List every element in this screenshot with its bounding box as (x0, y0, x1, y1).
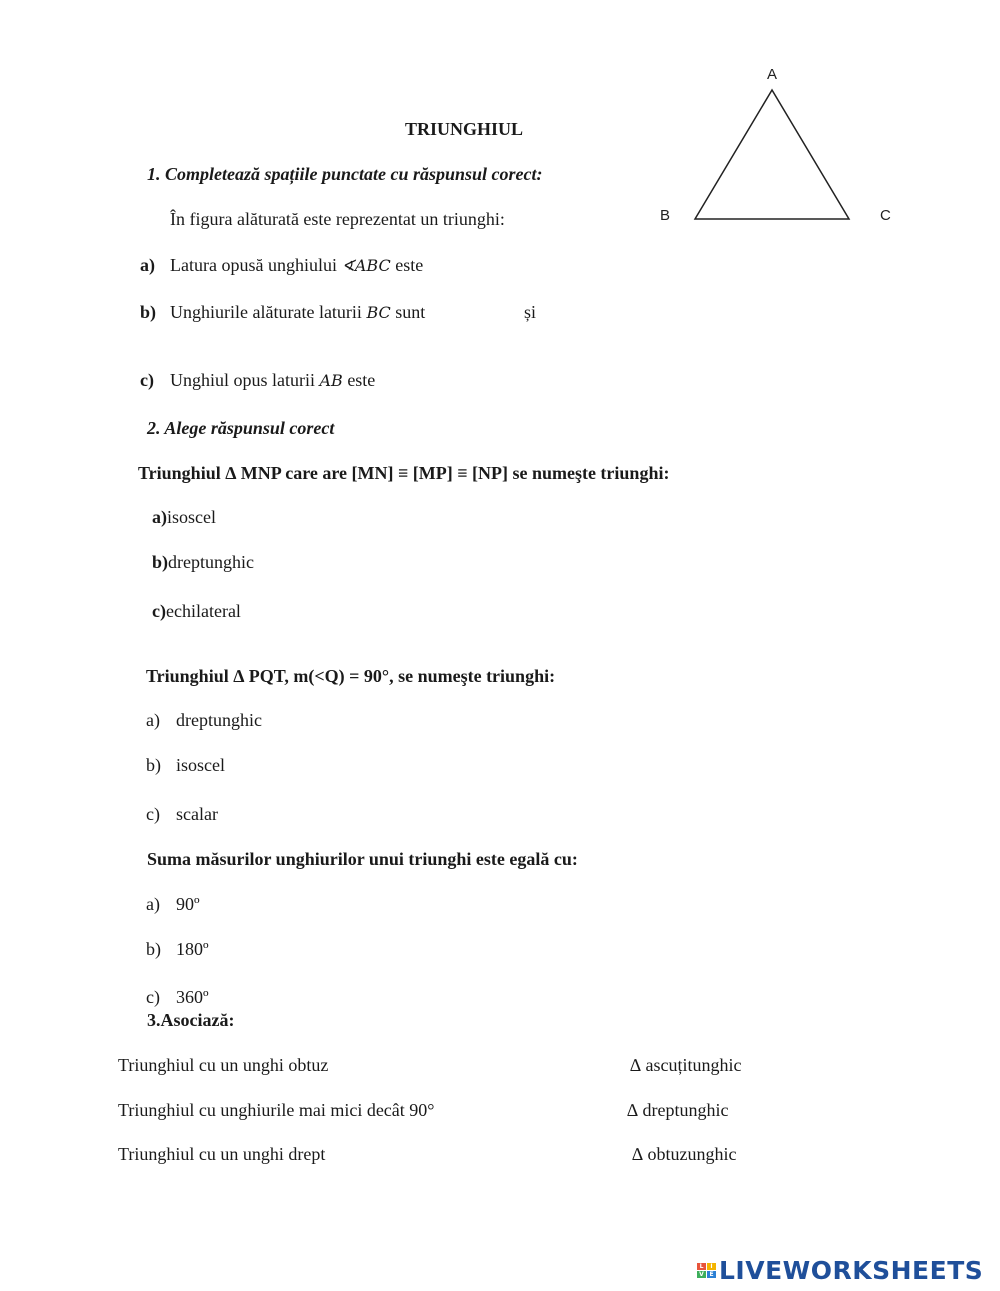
option-letter: c) (146, 987, 160, 1007)
item-text: Unghiul opus laturii (170, 370, 320, 390)
item-text: Unghiurile alăturate laturii (170, 302, 367, 322)
page-title: TRIUNGHIUL (405, 119, 524, 139)
option-letter: a) (146, 710, 160, 730)
math-angle-abc: ∢ABC (341, 256, 391, 275)
logo-text: LIVEWORKSHEETS (719, 1256, 984, 1285)
option-text: isoscel (176, 755, 225, 775)
option-letter: b) (152, 552, 169, 572)
option-text: 360º (176, 987, 209, 1007)
ex3-right-item-2[interactable]: ∆ dreptunghic (627, 1100, 729, 1120)
ex3-right-item-3[interactable]: ∆ obtuzunghic (632, 1144, 737, 1164)
item-after: este (342, 370, 376, 390)
ex1-item-b (140, 302, 425, 323)
option-letter: b) (146, 939, 161, 959)
logo-block: L (697, 1263, 706, 1270)
logo-block: E (707, 1271, 716, 1278)
option-text: dreptunghic (176, 710, 262, 730)
math-side-bc: BC (366, 303, 391, 322)
ex3-right-item-1[interactable]: ∆ ascuțitunghic (630, 1055, 742, 1075)
logo-block: V (697, 1271, 706, 1278)
ex2-q1-question: Triunghiul ∆ MNP care are [MN] ≡ [MP] ≡ [NP] se numeşte triunghi: (138, 463, 670, 483)
logo-blocks-icon (697, 1263, 716, 1278)
option-letter: c) (152, 601, 166, 621)
vertex-label-c: C (880, 207, 891, 224)
ex2-q3-question: Suma măsurilor unghiurilor unui triunghi este egală cu: (147, 849, 578, 869)
option-letter: a) (152, 507, 167, 527)
ex3-left-item-2[interactable]: Triunghiul cu unghiurile mai mici decât 90° (118, 1100, 435, 1120)
ex2-q1-option-b[interactable] (152, 552, 254, 573)
triangle-figure (655, 60, 905, 235)
logo-block: I (707, 1263, 716, 1270)
option-letter: a) (146, 894, 160, 914)
item-text: Latura opusă unghiului (170, 255, 342, 275)
option-letter: c) (146, 804, 160, 824)
item-after: sunt (390, 302, 426, 322)
ex3-left-item-3[interactable]: Triunghiul cu un unghi drept (118, 1144, 326, 1164)
ex2-q2-option-c[interactable] (146, 804, 218, 825)
option-text: echilateral (165, 601, 241, 621)
vertex-label-b: B (660, 207, 671, 224)
item-letter: b) (140, 302, 157, 322)
item-letter: c) (140, 370, 154, 390)
option-text: dreptunghic (168, 552, 254, 572)
ex2-q2-option-b[interactable] (146, 755, 225, 776)
option-text: scalar (176, 804, 218, 824)
option-letter: b) (146, 755, 161, 775)
option-text: isoscel (167, 507, 216, 527)
ex3-heading: 3.Asociază: (147, 1010, 235, 1030)
math-side-ab: AB (319, 371, 343, 390)
ex2-q1-option-a[interactable] (152, 507, 216, 528)
vertex-label-a: A (767, 66, 778, 83)
option-text: 180º (176, 939, 209, 959)
ex2-q2-question: Triunghiul ∆ PQT, m(<Q) = 90°, se numeşte triunghi: (146, 666, 556, 686)
ex1-heading: 1. Completează spațiile punctate cu răspunsul corect: (147, 164, 543, 184)
liveworksheets-logo (697, 1256, 983, 1285)
ex3-left-item-1[interactable]: Triunghiul cu un unghi obtuz (118, 1055, 329, 1075)
ex2-q3-option-b[interactable] (146, 939, 209, 960)
item-after: este (390, 255, 424, 275)
ex2-heading: 2. Alege răspunsul corect (147, 418, 335, 438)
item-letter: a) (140, 255, 155, 275)
ex2-q3-option-a[interactable] (146, 894, 200, 915)
ex1-item-c (140, 370, 375, 391)
ex2-q2-option-a[interactable] (146, 710, 262, 731)
ex2-q1-option-c[interactable] (152, 601, 241, 622)
triangle-abc (695, 90, 849, 219)
ex2-q3-option-c[interactable] (146, 987, 209, 1008)
option-text: 90º (176, 894, 200, 914)
ex1-item-b-tail: și (524, 302, 537, 322)
ex1-item-a (140, 255, 423, 276)
ex1-intro: În figura alăturată este reprezentat un triunghi: (170, 209, 505, 229)
